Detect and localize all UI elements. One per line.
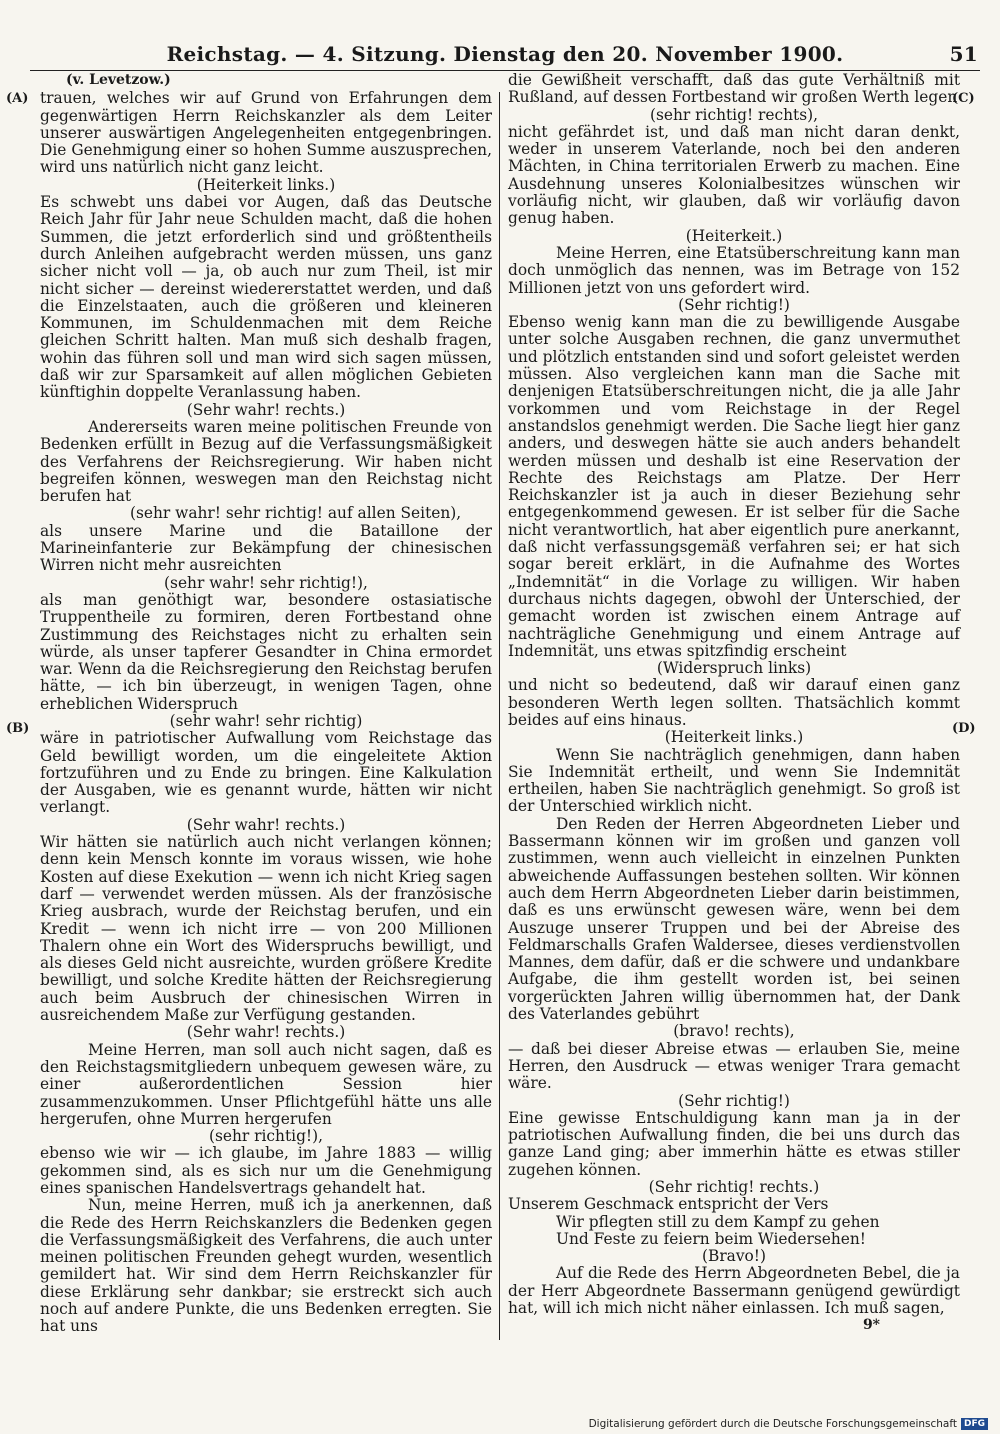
page-number: 51	[949, 42, 978, 66]
paragraph: als man genöthigt war, besondere ostasiatische Truppentheile zu formiren, deren Fortbestand ohne Zustimmung des Reichstages nicht zu erhalten sein würde, als unser tapferer Gesandter in China ermordet war. Wenn da die Reichsregierung den Reichstag berufen hätte, — ich bin überzeugt, in wenigen Tagen, ohne erheblichen Widerspruch	[40, 590, 492, 713]
paragraph: Wir hätten sie natürlich auch nicht verlangen können; denn kein Mensch konnte im voraus wissen, wie hohe Kosten auf diese Exekution — wenn ich nicht Krieg sagen darf — verwendet werden müssen. Als der französische Krieg ausbrach, wurde der Reichstag berufen, und ein Kredit — wenn ich nicht irre — von 200 Millionen Thalern ohne ein Wort des Widerspruchs bewilligt, und als dieses Geld nicht ausreichte, wurden größere Kredite bewilligt, und solche Kredite hätten der Reichsregierung auch beim Ausbruch der chinesischen Wirren in ausreichendem Maße zur Verfügung gestanden.	[40, 833, 492, 1025]
footer-credit: Digitalisierung gefördert durch die Deutsche Forschungsgemeinschaft	[588, 1418, 957, 1430]
speaker-name: (v. Levetzow.)	[66, 72, 171, 88]
verse-line: Und Feste zu feiern beim Wiedersehen!	[556, 1229, 866, 1248]
interjection: (sehr richtig!),	[208, 1127, 324, 1146]
paragraph: ebenso wie wir — ich glaube, im Jahre 1883 — willig gekommen sind, als es sich nur um die Genehmigung eines spanischen Handelsvertrags gehandelt hat.	[40, 1144, 492, 1197]
dfg-logo: DFG	[961, 1418, 988, 1430]
interjection: (Widerspruch links)	[656, 659, 812, 678]
interjection: (sehr wahr! sehr richtig! auf allen Seiten),	[130, 504, 462, 523]
page-title: Reichstag. — 4. Sitzung. Dienstag den 20. November 1900.	[166, 42, 844, 66]
interjection: (Sehr richtig!)	[678, 1091, 790, 1110]
interjection: (Heiterkeit links.)	[664, 728, 804, 747]
footer	[589, 1418, 988, 1430]
interjection: (Heiterkeit.)	[685, 226, 783, 245]
paragraph: nicht gefährdet ist, und daß man nicht daran denkt, weder in unserem Vaterlande, noch bei den anderen Mächten, in China territorialen Erwerb zu machen. Eine Ausdehnung unseres Kolonialbesitzes wünschen wir vorläufig nicht, wir glauben, daß wir vorläufig davon genug haben.	[508, 122, 960, 228]
paragraph: Nun, meine Herren, muß ich ja anerkennen, daß die Rede des Herrn Reichskanzlers die Bedenken gegen die Verfassungsmäßigkeit des Verfahrens, die auch unter meinen politischen Freunden gehegt wurden, wesentlich gemildert hat. Wir sind dem Herrn Reichskanzler für diese Erklärung sehr dankbar; sie erstreckt sich auch noch auf andere Punkte, die uns Bedenken erregten. Sie hat uns	[40, 1196, 492, 1336]
interjection: (Sehr wahr! rechts.)	[186, 1023, 346, 1042]
interjection: (Heiterkeit links.)	[196, 175, 336, 194]
interjection: (bravo! rechts),	[673, 1022, 795, 1041]
right-column	[508, 72, 960, 1335]
margin-marker-a: (A)	[6, 91, 29, 106]
interjection: (Sehr wahr! rechts.)	[186, 815, 346, 834]
paragraph: Auf die Rede des Herrn Abgeordneten Bebel, die ja der Herr Abgeordnete Bassermann genügend gewürdigt hat, will ich mich nicht näher einlassen. Ich muß sagen,	[508, 1264, 960, 1318]
interjection: (Bravo!)	[702, 1247, 766, 1266]
paragraph: Wenn Sie nachträglich genehmigen, dann haben Sie Indemnität ertheilt, und wenn Sie Indemnität ertheilen, haben Sie nachträglich genehmigt. So groß ist der Unterschied wirklich nicht.	[508, 745, 960, 816]
paragraph: die Gewißheit verschafft, daß das gute Verhältniß mit Rußland, auf dessen Fortbestand wir großen Werth legen	[508, 71, 960, 107]
interjection: (sehr wahr! sehr richtig!),	[164, 573, 368, 592]
interjection: (Sehr richtig!)	[678, 295, 790, 314]
interjection: (sehr richtig! rechts),	[650, 105, 818, 124]
paragraph: wäre in patriotischer Aufwallung vom Reichstage das Geld bewilligt worden, um die eingeleitete Aktion fortzuführen und zu Ende zu bringen. Eine Kalkulation der Ausgaben, wie es genannt wurde, hätten wir nicht verlangt.	[40, 729, 492, 817]
left-column	[40, 72, 492, 1336]
margin-marker-c: (C)	[952, 91, 975, 106]
paragraph: — daß bei dieser Abreise etwas — erlauben Sie, meine Herren, den Ausdruck — etwas weniger Trara gemacht wäre.	[508, 1039, 960, 1093]
interjection: (Sehr wahr! rechts.)	[186, 400, 346, 419]
verse-line: Wir pflegten still zu dem Kampf zu gehen	[556, 1212, 880, 1231]
paragraph: trauen, welches wir auf Grund von Erfahrungen dem gegenwärtigen Herrn Reichskanzler als dem Leiter unserer auswärtigen Angelegenheiten entgegenbringen. Die Genehmigung einer so hohen Summe auszusprechen, wird uns natürlich nicht ganz leicht.	[40, 89, 492, 177]
paragraph: Meine Herren, eine Etatsüberschreitung kann man doch unmöglich das nennen, was im Betrage von 152 Millionen jetzt von uns gefordert wird.	[508, 243, 960, 297]
column-divider	[499, 92, 500, 1340]
interjection: (sehr wahr! sehr richtig)	[169, 711, 363, 730]
signature-mark: 9*	[862, 1317, 880, 1334]
paragraph: Meine Herren, man soll auch nicht sagen, daß es den Reichstagsmitgliedern unbequem gewesen wäre, zu einer außerordentlichen Session hier zusammenzukommen. Unser Pflichtgefühl hätte uns alle hergerufen, ohne Murren hergerufen	[40, 1040, 492, 1128]
paragraph: Ebenso wenig kann man die zu bewilligende Ausgabe unter solche Ausgaben rechnen, die ganz unvermuthet und plötzlich entstanden sind und sofort geleistet werden müssen. Also vergleichen kann man die Sache mit denjenigen Etatsüberschreitungen nicht, die ja alle Jahr vorkommen und vom Reichstage in der Regel anstandslos genehmigt werden. Die Sache liegt hier ganz anders, und deswegen hätte sie auch anders behandelt werden müssen und deshalb ist eine Reservation der Rechte des Reichstags am Platze. Der Herr Reichskanzler ist ja auch in dieser Beziehung sehr entgegenkommend gewesen. Er ist selber für die Sache nicht verantwortlich, hat aber eigentlich pure anerkannt, daß nicht verfassungsgemäß verfahren sei; er hat sich sogar bereit erklärt, in die Aufnahme des Wortes „Indemnität“ in die Vorlage zu willigen. Wir haben durchaus nichts dagegen, obwohl der Unterschied, der gemacht worden ist zwischen einem Antrage auf nachträgliche Genehmigung und einem Antrage auf Indemnität, uns etwas spitzfindig erscheint	[508, 313, 960, 660]
margin-marker-d: (D)	[952, 721, 976, 736]
paragraph: Den Reden der Herren Abgeordneten Lieber und Bassermann können wir im großen und ganzen voll zustimmen, wenn auch vielleicht in einzelnen Punkten abweichende Auffassungen bestehen sollten. Wir können auch dem Herrn Abgeordneten Lieber darin beistimmen, daß es uns erwünscht gewesen wäre, wenn bei dem Auszuge unserer Truppen und bei der Abreise des Feldmarschalls Grafen Waldersee, dieses verdienstvollen Mannes, dem dafür, daß er die schwere und undankbare Aufgabe, die ihm gestellt worden ist, bei seinen vorgerückten Jahren willig übernommen hat, der Dank des Vaterlandes gebührt	[508, 814, 960, 1024]
paragraph: Unserem Geschmack entspricht der Vers	[508, 1195, 829, 1214]
paragraph: Andererseits waren meine politischen Freunde von Bedenken erfüllt in Bezug auf die Verfassungsmäßigkeit des Verfahrens der Reichsregierung. Wir haben nicht begreifen können, weswegen man den Reichstag nicht berufen hat	[40, 417, 492, 506]
margin-marker-b: (B)	[6, 721, 30, 736]
page-header	[30, 42, 980, 68]
interjection: (Sehr richtig! rechts.)	[648, 1178, 820, 1196]
paragraph: Eine gewisse Entschuldigung kann man ja in der patriotischen Aufwallung finden, die bei uns durch das ganze Land ging; aber immerhin hätte es etwas stiller zugehen können.	[508, 1108, 960, 1179]
paragraph: und nicht so bedeutend, daß wir darauf einen ganz besonderen Werth legen sollten. Thatsächlich kommt beides auf eins hinaus.	[508, 676, 960, 729]
paragraph: Es schwebt uns dabei vor Augen, daß das Deutsche Reich Jahr für Jahr neue Schulden macht, daß die hohen Summen, die jetzt erforderlich sind und größtentheils durch Anleihen aufgebracht werden müssen, uns ganz sicher nicht voll — ja, ob auch nur zum Theil, ist mir nicht sicher — dereinst wiedererstattet werden, und daß die Einzelstaaten, auch die größeren und kleineren Kommunen, im Schuldenmachen mit dem Reiche gleichen Schritt halten. Man muß sich deshalb fragen, wohin das führen soll und man wird sich sagen müssen, daß wir zur Sparsamkeit auf allen möglichen Gebieten künftighin doppelte Veranlassung haben.	[40, 193, 492, 402]
paragraph: als unsere Marine und die Bataillone der Marineinfanterie zur Bekämpfung der chinesischen Wirren nicht mehr ausreichten	[40, 521, 492, 575]
